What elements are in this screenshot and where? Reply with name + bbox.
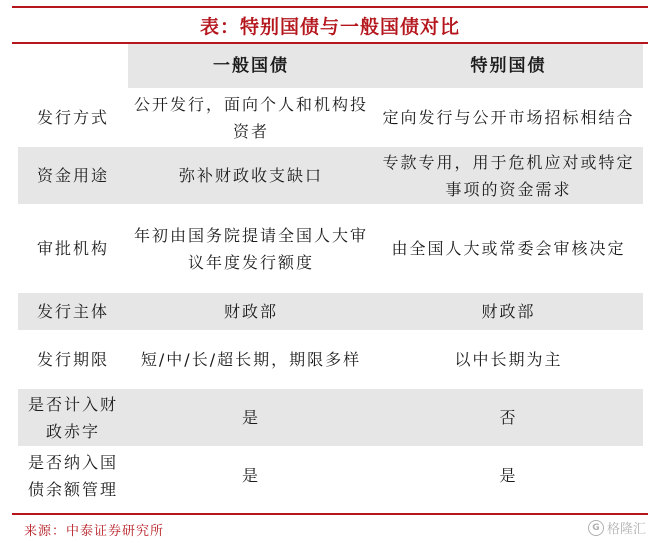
cell-general: 弥补财政收支缺口 (128, 147, 374, 205)
header-corner (18, 44, 128, 89)
row-label: 资金用途 (18, 147, 128, 205)
cell-special: 定向发行与公开市场招标相结合 (374, 89, 643, 147)
table-row (18, 89, 643, 147)
row-label: 发行期限 (18, 331, 128, 389)
table-row (18, 147, 643, 205)
row-label: 发行方式 (18, 89, 128, 147)
cell-general: 是 (128, 447, 374, 505)
cell-general: 年初由国务院提请全国人大审议年度发行额度 (128, 205, 374, 293)
cell-general: 财政部 (128, 293, 374, 331)
cell-general: 公开发行，面向个人和机构投资者 (128, 89, 374, 147)
row-label: 发行主体 (18, 293, 128, 331)
cell-special: 以中长期为主 (374, 331, 643, 389)
header-general-bond: 一般国债 (128, 44, 374, 89)
cell-general: 短/中/长/超长期，期限多样 (128, 331, 374, 389)
cell-special: 否 (374, 389, 643, 447)
row-label: 审批机构 (18, 205, 128, 293)
cell-special: 专款专用，用于危机应对或特定事项的资金需求 (374, 147, 643, 205)
table-row (18, 293, 643, 331)
table-row (18, 205, 643, 293)
source-note: 来源：中泰证券研究所 (24, 524, 165, 539)
gelonghui-logo-icon: G (588, 520, 604, 536)
table-title: 表：特别国债与一般国债对比 (199, 15, 460, 38)
watermark-text: 格隆汇 (606, 522, 646, 537)
cell-special: 由全国人大或常委会审核决定 (374, 205, 643, 293)
header-special-bond: 特别国债 (374, 44, 643, 89)
table-row (18, 447, 643, 505)
table-row (18, 331, 643, 389)
cell-general: 是 (128, 389, 374, 447)
watermark (588, 518, 646, 537)
header-row (18, 44, 643, 89)
row-label: 是否纳入国债余额管理 (18, 447, 128, 505)
row-label: 是否计入财政赤字 (18, 389, 128, 447)
cell-special: 财政部 (374, 293, 643, 331)
table-title-bar (12, 6, 648, 44)
comparison-table (18, 44, 643, 505)
table-row (18, 389, 643, 447)
cell-special: 是 (374, 447, 643, 505)
bottom-rule (12, 513, 648, 515)
